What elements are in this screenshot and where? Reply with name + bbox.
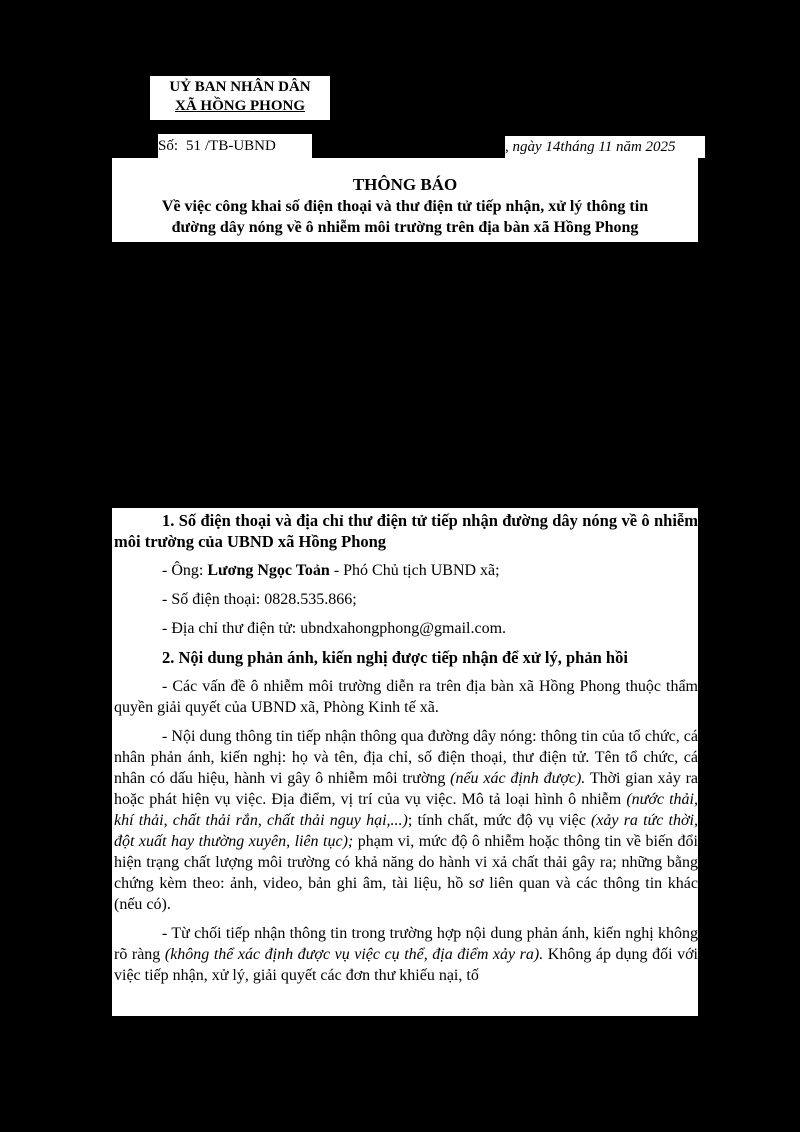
section-1-heading: 1. Số điện thoại và địa chỉ thư điện tử tiếp nhận đường dây nóng về ô nhiễm môi trường của UBND xã Hồng Phong — [114, 511, 698, 551]
document-title: THÔNG BÁO — [352, 175, 458, 194]
issuing-agency — [150, 76, 330, 120]
contact-phone: - Số điện thoại: 0828.535.866; — [162, 591, 357, 608]
para2-text-e: ; tính chất, mức độ vụ việc — [407, 812, 591, 829]
number-prefix: Số: — [158, 138, 179, 154]
section-2-para-3 — [114, 923, 698, 986]
contact-email: - Địa chỉ thư điện tử: ubndxahongphong@gmail.com. — [162, 620, 507, 637]
number-suffix: /TB-UBND — [205, 138, 276, 154]
number-value: 51 — [186, 138, 202, 154]
contact-person — [114, 560, 698, 581]
para2-text-d: (nước thải, khí thải, chất thải rắn, chất thải nguy hại,...) — [114, 791, 698, 829]
agency-line-2: XÃ HỒNG PHONG — [175, 98, 305, 114]
title-block — [112, 158, 698, 242]
contact-role: - Phó Chủ tịch UBND xã; — [329, 562, 500, 579]
para2-text-b: (nếu xác định được). — [450, 770, 586, 787]
para3-text-a: - Từ chối tiếp nhận thông tin trong trường hợp nội dung phản ánh, kiến nghị không rõ ràng — [114, 925, 698, 963]
para3-text-b: (không thể xác định được vụ việc cụ thể, địa điểm xảy ra). — [164, 946, 544, 963]
para2-text-a: - Nội dung thông tin tiếp nhận thông qua đường dây nóng: thông tin của tổ chức, cá nhân phản ánh, kiến nghị: họ và tên, địa chỉ, số điện thoại, thư điện tử. Tên tổ chức, cá nhân có dấu hiệu, hành vi gây ô nhiễm môi trường — [114, 728, 698, 787]
section-2-para-2 — [114, 726, 698, 915]
agency-line-1: UỶ BAN NHÂN DÂN — [169, 79, 311, 95]
para2-text-f: (xảy ra tức thời, đột xuất hay thường xuyên, liên tục); — [114, 812, 698, 850]
para2-text-g: phạm vi, mức độ ô nhiễm hoặc thông tin về biến đổi hiện trạng chất lượng môi trường có khả năng do hành vi xả chất thải gây ra; những bằng chứng kèm theo: ảnh, video, bản ghi âm, tài liệu, hồ sơ liên quan và các thông tin khác (nếu có). — [114, 833, 698, 913]
title-subject-line-1: Về việc công khai số điện thoại và thư điện tử tiếp nhận, xử lý thông tin — [161, 198, 649, 215]
para3-text-c: Không áp dụng đối với việc tiếp nhận, xử lý, giải quyết các đơn thư khiếu nại, tố — [114, 946, 698, 984]
document-body — [112, 508, 698, 1016]
section-2-para-1: - Các vấn đề ô nhiễm môi trường diễn ra trên địa bàn xã Hồng Phong thuộc thẩm quyền giải quyết của UBND xã, Phòng Kinh tế xã. — [114, 678, 698, 716]
document-number — [158, 134, 312, 158]
section-2-heading: 2. Nội dung phản ánh, kiến nghị được tiếp nhận để xử lý, phản hồi — [162, 648, 628, 667]
document-date: , ngày 14tháng 11 năm 2025 — [505, 136, 705, 158]
title-subject-line-2: đường dây nóng về ô nhiễm môi trường trên địa bàn xã Hồng Phong — [171, 219, 639, 236]
contact-prefix: - Ông: — [162, 562, 208, 579]
para2-text-c: Thời gian xảy ra hoặc phát hiện vụ việc. Địa điểm, vị trí của vụ việc. Mô tả loại hình ô nhiễm — [114, 770, 698, 808]
contact-name: Lương Ngọc Toản — [207, 562, 330, 579]
